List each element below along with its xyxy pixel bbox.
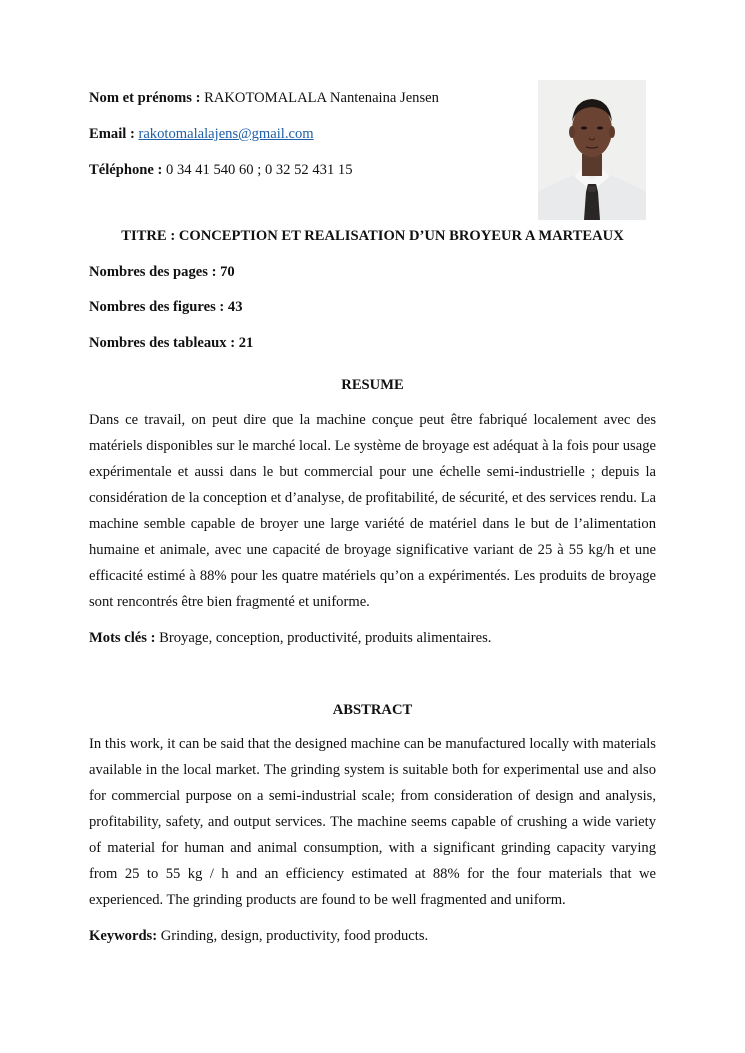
resume-body: Dans ce travail, on peut dire que la machine conçue peut être fabriqué localement avec des matériels disponibles sur le marché local. Le système de broyage est adéquat à la fois pour usage expérimentale et aussi dans le but commercial pour une échelle semi-industrielle ; depuis la considération de la conception et d’analyse, de profitabilité, de sécurité, et des services rendu. La machine semble capable de broyer une large variété de matériel dans le but de l’alimentation humaine et animale, avec une capacité de broyage significative variant de 25 à 55 kg/h et une efficacité estimé à 88% pour les quatre matériels qu’on a expérimentés. Les produits de broyage sont rencontrés être bien fragmenté et uniforme. xyxy=(89,412,656,610)
person-photo xyxy=(538,80,646,220)
resume-heading: RESUME xyxy=(341,377,404,393)
resume-keywords-label: Mots clés : xyxy=(89,630,156,646)
resume-keywords-value: Broyage, conception, productivité, produits alimentaires. xyxy=(159,630,492,646)
abstract-body: In this work, it can be said that the designed machine can be manufactured locally with materials available in the local market. The grinding system is suitable both for experimental use and also for commercial purpose on a semi-industrial scale; from consideration of design and analysis, profitability, safety, and output services. The machine seems capable of crushing a wide variety of material for human and animal consumption, with a significant grinding capacity varying from 25 to 55 kg / h and an efficiency estimated at 88% for the four materials that we experienced. The grinding products are found to be well fragmented and uniform. xyxy=(89,736,656,908)
abstract-heading: ABSTRACT xyxy=(332,702,413,718)
resume-keywords xyxy=(89,629,491,647)
name-label: Nom et prénoms : xyxy=(89,90,201,106)
stat-tables: Nombres des tableaux : 21 xyxy=(89,335,254,351)
stat-pages: Nombres des pages : 70 xyxy=(89,264,235,280)
stat-figures: Nombres des figures : 43 xyxy=(89,299,243,315)
abstract-keywords-value: Grinding, design, productivity, food products. xyxy=(160,928,429,944)
email-line xyxy=(89,125,314,143)
email-label: Email : xyxy=(89,126,135,142)
phone-label: Téléphone : xyxy=(89,162,163,178)
phone-line xyxy=(89,161,353,179)
phone-value: 0 34 41 540 60 ; 0 32 52 431 15 xyxy=(166,162,353,178)
abstract-keywords xyxy=(89,927,428,945)
email-link[interactable]: rakotomalalajens@gmail.com xyxy=(138,126,314,142)
abstract-keywords-label: Keywords: xyxy=(89,928,158,944)
name-value: RAKOTOMALALA Nantenaina Jensen xyxy=(204,90,439,106)
document-title: TITRE : CONCEPTION ET REALISATION D’UN BROYEUR A MARTEAUX xyxy=(121,228,624,244)
name-line xyxy=(89,89,439,107)
